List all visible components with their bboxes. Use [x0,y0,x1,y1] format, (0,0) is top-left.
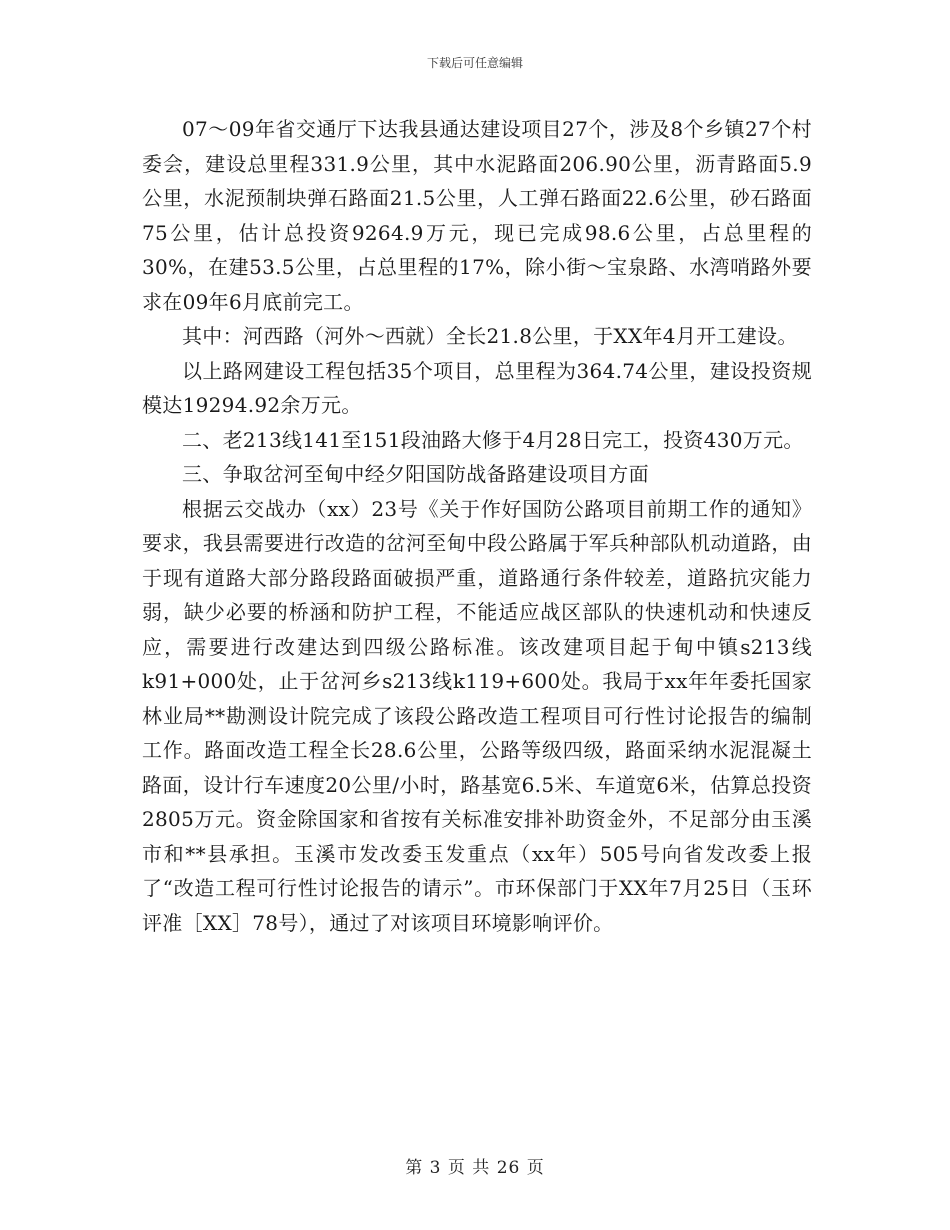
document-body [142,112,812,940]
paragraph-network-total: 以上路网建设工程包括35个项目，总里程为364.74公里，建设投资规模达19294.92余万元。 [142,358,812,417]
paragraph-section-three-heading: 三、争取岔河至甸中经夕阳国防战备路建设项目方面 [182,462,649,486]
paragraph-project-summary: 07～09年省交通厅下达我县通达建设项目27个，涉及8个乡镇27个村委会，建设总里程331.9公里，其中水泥路面206.90公里，沥青路面5.9公里，水泥预制块弹石路面21.5公里，人工弹石路面22.6公里，砂石路面75公里，估计总投资9264.9万元，现已完成98.6公里，占总里程的30%，在建53.5公里，占总里程的17%，除小街～宝泉路、水湾哨路外要求在09年6月底前完工。 [142,117,812,314]
page-footer: 第 3 页 共 26 页 [405,1158,545,1178]
paragraph-section-two: 二、老213线141至151段油路大修于4月28日完工，投资430万元。 [182,427,804,452]
paragraph-hexi-road: 其中：河西路（河外～西就）全长21.8公里，于XX年4月开工建设。 [182,324,798,348]
paragraph-defense-road: 根据云交战办（xx）23号《关于作好国防公路项目前期工作的通知》要求，我县需要进行改造的岔河至甸中段公路属于军兵种部队机动道路，由于现有道路大部分路段路面破损严重，道路通行条件较差，道路抗灾能力弱，缺少必要的桥涵和防护工程，不能适应战区部队的快速机动和快速反应，需要进行改建达到四级公路标准。该改建项目起于甸中镇s213线k91+000处，止于岔河乡s213线k119+600处。我局于xx年年委托国家林业局**勘测设计院完成了该段公路改造工程项目可行性讨论报告的编制工作。路面改造工程全长28.6公里，公路等级四级，路面采纳水泥混凝土路面，设计行车速度20公里/小时，路基宽6.5米、车道宽6米，估算总投资2805万元。资金除国家和省按有关标准安排补助资金外，不足部分由玉溪市和**县承担。玉溪市发改委玉发重点（xx年）505号向省发改委上报了“改造工程可行性讨论报告的请示”。市环保部门于XX年7月25日（玉环评准［XX］78号），通过了对该项目环境影响评价。 [142,496,812,935]
page-header: 下载后可任意编辑 [426,56,523,70]
